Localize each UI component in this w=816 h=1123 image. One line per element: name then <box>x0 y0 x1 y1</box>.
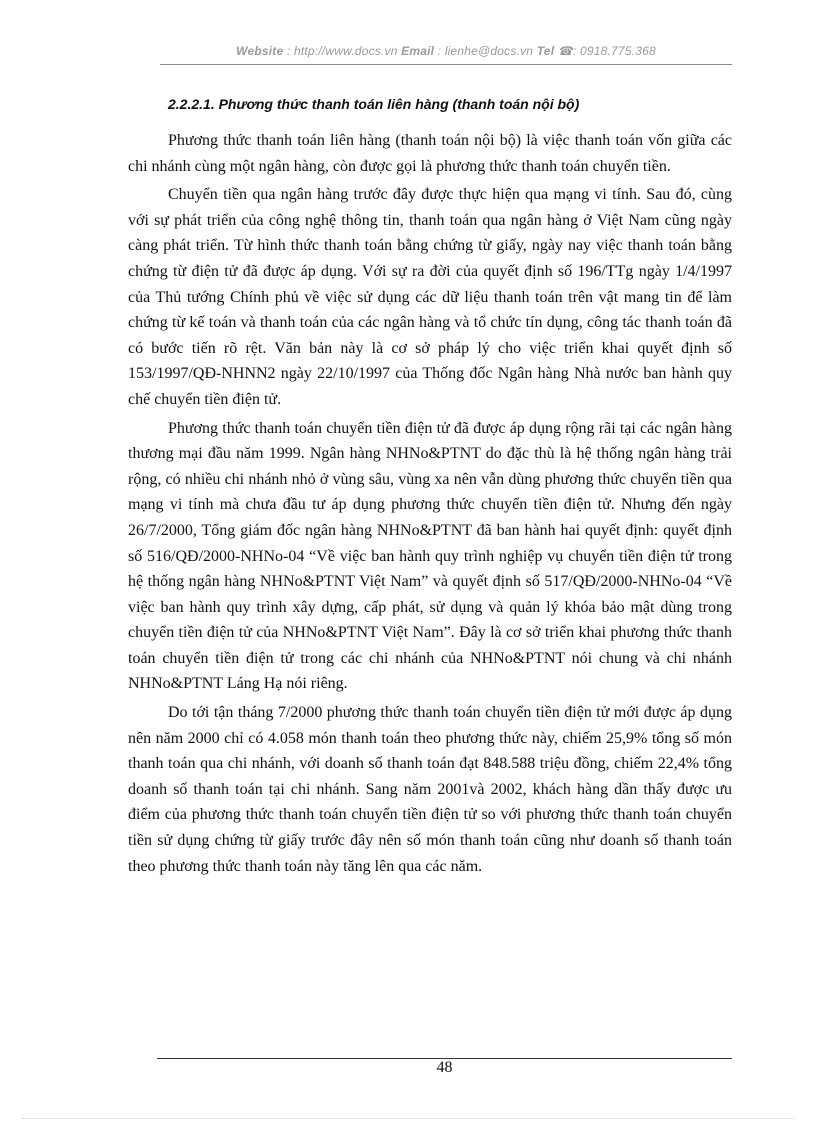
tel-number: : 0918.775.368 <box>572 44 656 58</box>
page-bottom-border <box>22 1118 794 1119</box>
email-address: : lienhe@docs.vn <box>437 44 534 58</box>
tel-label: Tel <box>536 44 555 58</box>
website-url: : http://www.docs.vn <box>286 44 398 58</box>
paragraph-3: Phương thức thanh toán chuyển tiền điện tử đã được áp dụng rộng rãi tại các ngân hàng thương mại đầu năm 1999. Ngân hàng NHNo&PTNT do đặc thù là hệ thống ngân hàng trải rộng, có nhiều chi nhánh nhỏ ở vùng sâu, vùng xa nên vẫn dùng phương thức chuyển tiền qua mạng vi tính mà chưa đầu tư áp dụng phương thức chuyển tiền điện tử. Nhưng đến ngày 26/7/2000, Tổng giám đốc ngân hàng NHNo&PTNT đã ban hành hai quyết định: quyết định số 516/QĐ/2000-NHNo-04 “Về việc ban hành quy trình nghiệp vụ chuyển tiền điện tử trong hệ thống ngân hàng NHNo&PTNT Việt Nam” và quyết định số 517/QĐ/2000-NHNo-04 “Về việc ban hành quy trình xây dựng, cấp phát, sử dụng và quản lý khóa bảo mật dùng trong chuyển tiền điện tử của NHNo&PTNT Việt Nam”. Đây là cơ sở triển khai phương thức thanh toán chuyển tiền điện tử trong các chi nhánh của NHNo&PTNT nói chung và chi nhánh NHNo&PTNT Láng Hạ nói riêng. <box>128 419 732 693</box>
page-header <box>160 44 732 58</box>
paragraph-2: Chuyển tiền qua ngân hàng trước đây được thực hiện qua mạng vi tính. Sau đó, cùng với sự phát triển của công nghệ thông tin, thanh toán qua ngân hàng ở Việt Nam cũng ngày càng phát triển. Từ hình thức thanh toán bằng chứng từ giấy, ngày nay việc thanh toán bằng chứng từ điện tử đã được áp dụng. Với sự ra đời của quyết định số 196/TTg ngày 1/4/1997 của Thủ tướng Chính phủ về việc sử dụng các dữ liệu thanh toán trên vật mang tin để làm chứng từ kế toán và thanh toán của các ngân hàng và tổ chức tín dụng, công tác thanh toán đã có bước tiến rõ rệt. Văn bản này là cơ sở pháp lý cho việc triển khai quyết định số 153/1997/QĐ-NHNN2 ngày 22/10/1997 của Thống đốc Ngân hàng Nhà nước ban hành quy chế chuyển tiền điện tử. <box>128 186 732 408</box>
page-number: 48 <box>436 1059 453 1076</box>
section-heading: 2.2.2.1. Phương thức thanh toán liên hàng (thanh toán nội bộ) <box>168 96 580 112</box>
website-label: Website <box>236 44 284 58</box>
header-divider <box>160 64 732 65</box>
paragraph-1: Phương thức thanh toán liên hàng (thanh toán nội bộ) là việc thanh toán vốn giữa các chi nhánh cùng một ngân hàng, còn được gọi là phương thức thanh toán chuyển tiền. <box>128 132 732 175</box>
paragraph-4: Do tới tận tháng 7/2000 phương thức thanh toán chuyển tiền điện tử mới được áp dụng nên năm 2000 chỉ có 4.058 món thanh toán theo phương thức này, chiếm 25,9% tổng số món thanh toán qua chi nhánh, với doanh số thanh toán đạt 848.588 triệu đồng, chiếm 22,4% tổng doanh số thanh toán tại chi nhánh. Sang năm 2001và 2002, khách hàng dần thấy được ưu điểm của phương thức thanh toán chuyển tiền điện tử so với phương thức thanh toán chuyển tiền sử dụng chứng từ giấy trước đây nên số món thanh toán cũng như doanh số thanh toán theo phương thức thanh toán này tăng lên qua các năm. <box>128 704 732 875</box>
phone-icon: ☎ <box>557 44 573 58</box>
email-label: Email <box>401 44 435 58</box>
document-body <box>128 96 732 882</box>
